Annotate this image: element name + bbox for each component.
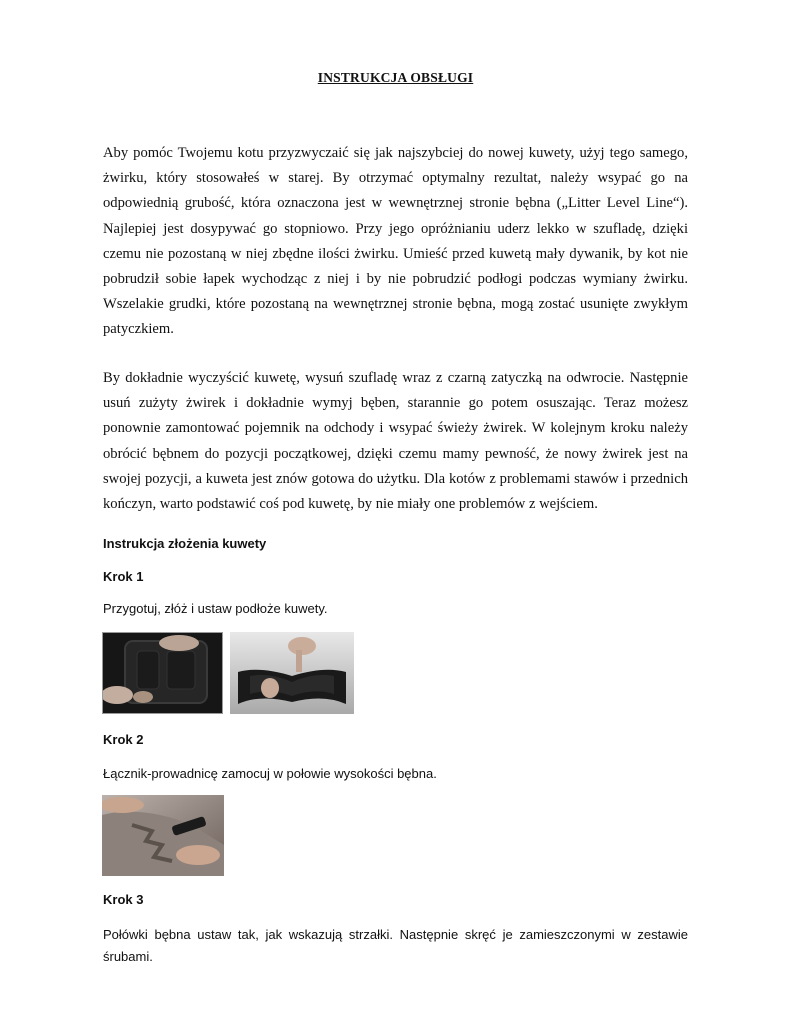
assembly-heading: Instrukcja złożenia kuwety — [103, 536, 267, 551]
step-3-heading: Krok 3 — [103, 892, 144, 907]
step-1-photo-base-parts — [102, 632, 223, 714]
document-title: INSTRUKCJA OBSŁUGI — [317, 70, 474, 85]
step-3-text: Połówki bębna ustaw tak, jak wskazują strzałki. Następnie skręć je zamieszczonymi w zestawie śrubami. — [103, 927, 688, 964]
paragraph-usage: Aby pomóc Twojemu kotu przyzwyczaić się jak najszybciej do nowej kuwety, użyj tego samego, żwirku, który stosowałeś w starej. By otrzymać optymalny rezultat, należy wsypać go na odpowiednią grubość, która oznaczona jest w wewnętrznej stronie bębna („Litter Level Line“). Najlepiej jest dosypywać go stopniowo. Przy jego opróżnianiu uderz lekko w szufladę, dzięki czemu nie pozostaną w niej zbędne ilości żwirku. Umieść przed kuwetą mały dywanik, by kot nie pobrudził sobie łapek wychodząc z niej i by nie pobrudzić podłogi podczas wymiany żwirku. Wszelakie grudki, które pozostaną na wewnętrznej stronie bębna, mogą zostać usunięte zwykłym patyczkiem. — [103, 145, 688, 338]
step-1-photo-base-assembled — [230, 632, 354, 714]
step-2-text: Łącznik-prowadnicę zamocuj w połowie wysokości bębna. — [103, 766, 437, 781]
step-2-heading: Krok 2 — [103, 732, 144, 747]
step-1-heading: Krok 1 — [103, 569, 144, 584]
paragraph-cleaning: By dokładnie wyczyścić kuwetę, wysuń szufladę wraz z czarną zatyczką na odwrocie. Następnie usuń zużyty żwirek i dokładnie wymyj bęben, starannie go potem osuszając. Teraz możesz ponownie zamontować pojemnik na odchody i wsypać świeży żwirek. W kolejnym kroku należy obrócić bębnem do pozycji początkowej, dzięki czemu mamy pewność, że nowy żwirek jest na swojej pozycji, a kuweta jest znów gotowa do użytku. Dla kotów z problemami stawów i przednich kończyn, warto podstawić coś pod kuwetę, by nie miały one problemów z wejściem. — [103, 370, 688, 513]
step-1-text: Przygotuj, złóż i ustaw podłoże kuwety. — [103, 601, 328, 616]
step-2-photo-connector — [102, 795, 224, 876]
